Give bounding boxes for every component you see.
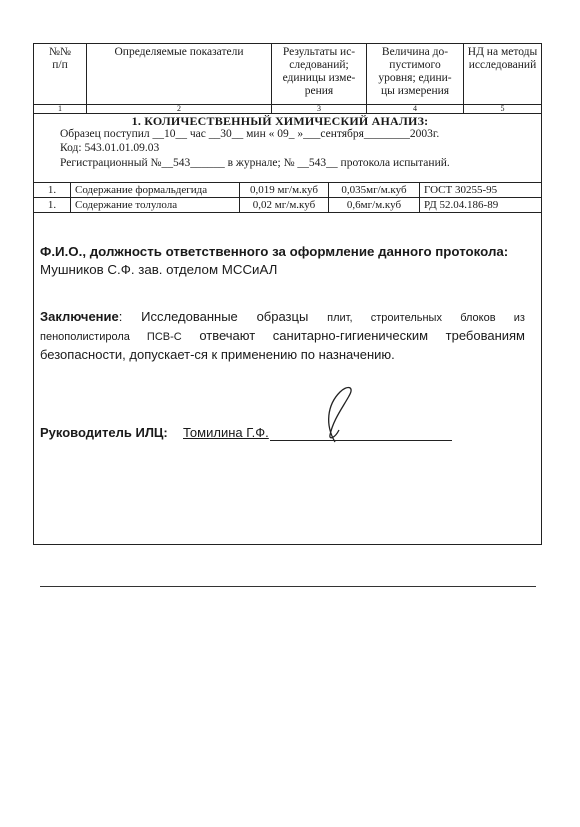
header-col-results: Результаты ис- следований; единицы изме- рения — [272, 44, 367, 105]
registration-line: Регистрационный №__543______ в журнале; № __543__ протокола испытаний. — [60, 157, 450, 169]
row-number: 1. — [34, 183, 71, 198]
header-table — [33, 43, 542, 114]
col-number-1: 1 — [34, 105, 87, 114]
col-number-5: 5 — [464, 105, 542, 114]
indicator-name: Содержание формальдегида — [71, 183, 240, 198]
header-col-number: №№ п/п — [34, 44, 87, 105]
head-label: Руководитель ИЛЦ: — [40, 425, 168, 440]
method-value: РД 52.04.186-89 — [420, 198, 542, 213]
header-col-norm: Величина до- пустимого уровня; едини- цы измерения — [367, 44, 464, 105]
norm-value: 0,6мг/м.куб — [329, 198, 420, 213]
result-value: 0,019 мг/м.куб — [240, 183, 329, 198]
table-row — [34, 183, 542, 198]
section-title: 1. КОЛИЧЕСТВЕННЫЙ ХИМИЧЕСКИЙ АНАЛИЗ: — [131, 114, 429, 128]
table-row — [34, 198, 542, 213]
responsible-label: Ф.И.О., должность ответственного за оформление данного протокола: — [40, 244, 509, 259]
results-table — [33, 182, 542, 213]
responsible-value: Мушников С.Ф. зав. отделом МССиАЛ — [40, 262, 278, 277]
method-value: ГОСТ 30255-95 — [420, 183, 542, 198]
header-numbers-row — [34, 105, 542, 114]
header-col-indicators: Определяемые показатели — [87, 44, 272, 105]
conclusion — [40, 308, 525, 364]
norm-value: 0,035мг/м.куб — [329, 183, 420, 198]
conclusion-text-b: отвечают санитарно-гигиеническим требованиям безопасности, допускает-ся к применению по назначению. — [40, 328, 525, 362]
header-row — [34, 44, 542, 105]
col-number-2: 2 — [87, 105, 272, 114]
signature-line — [270, 440, 452, 441]
conclusion-text-a: : Исследованные образцы — [118, 309, 328, 324]
conclusion-object: плит, строительных блоков из пенополистирола ПСВ-С — [40, 312, 525, 343]
bottom-divider — [40, 586, 536, 587]
header-col-methods: НД на методы исследований — [464, 44, 542, 105]
indicator-name: Содержание толулола — [71, 198, 240, 213]
sample-received-line: Образец поступил __10__ час __30__ мин « 09_ »___сентября________2003г. — [60, 128, 440, 140]
code-line: Код: 543.01.01.09.03 — [60, 142, 160, 154]
col-number-4: 4 — [367, 105, 464, 114]
head-name: Томилина Г.Ф. — [183, 425, 269, 440]
col-number-3: 3 — [272, 105, 367, 114]
row-number: 1. — [34, 198, 71, 213]
conclusion-label: Заключение — [40, 309, 119, 324]
result-value: 0,02 мг/м.куб — [240, 198, 329, 213]
